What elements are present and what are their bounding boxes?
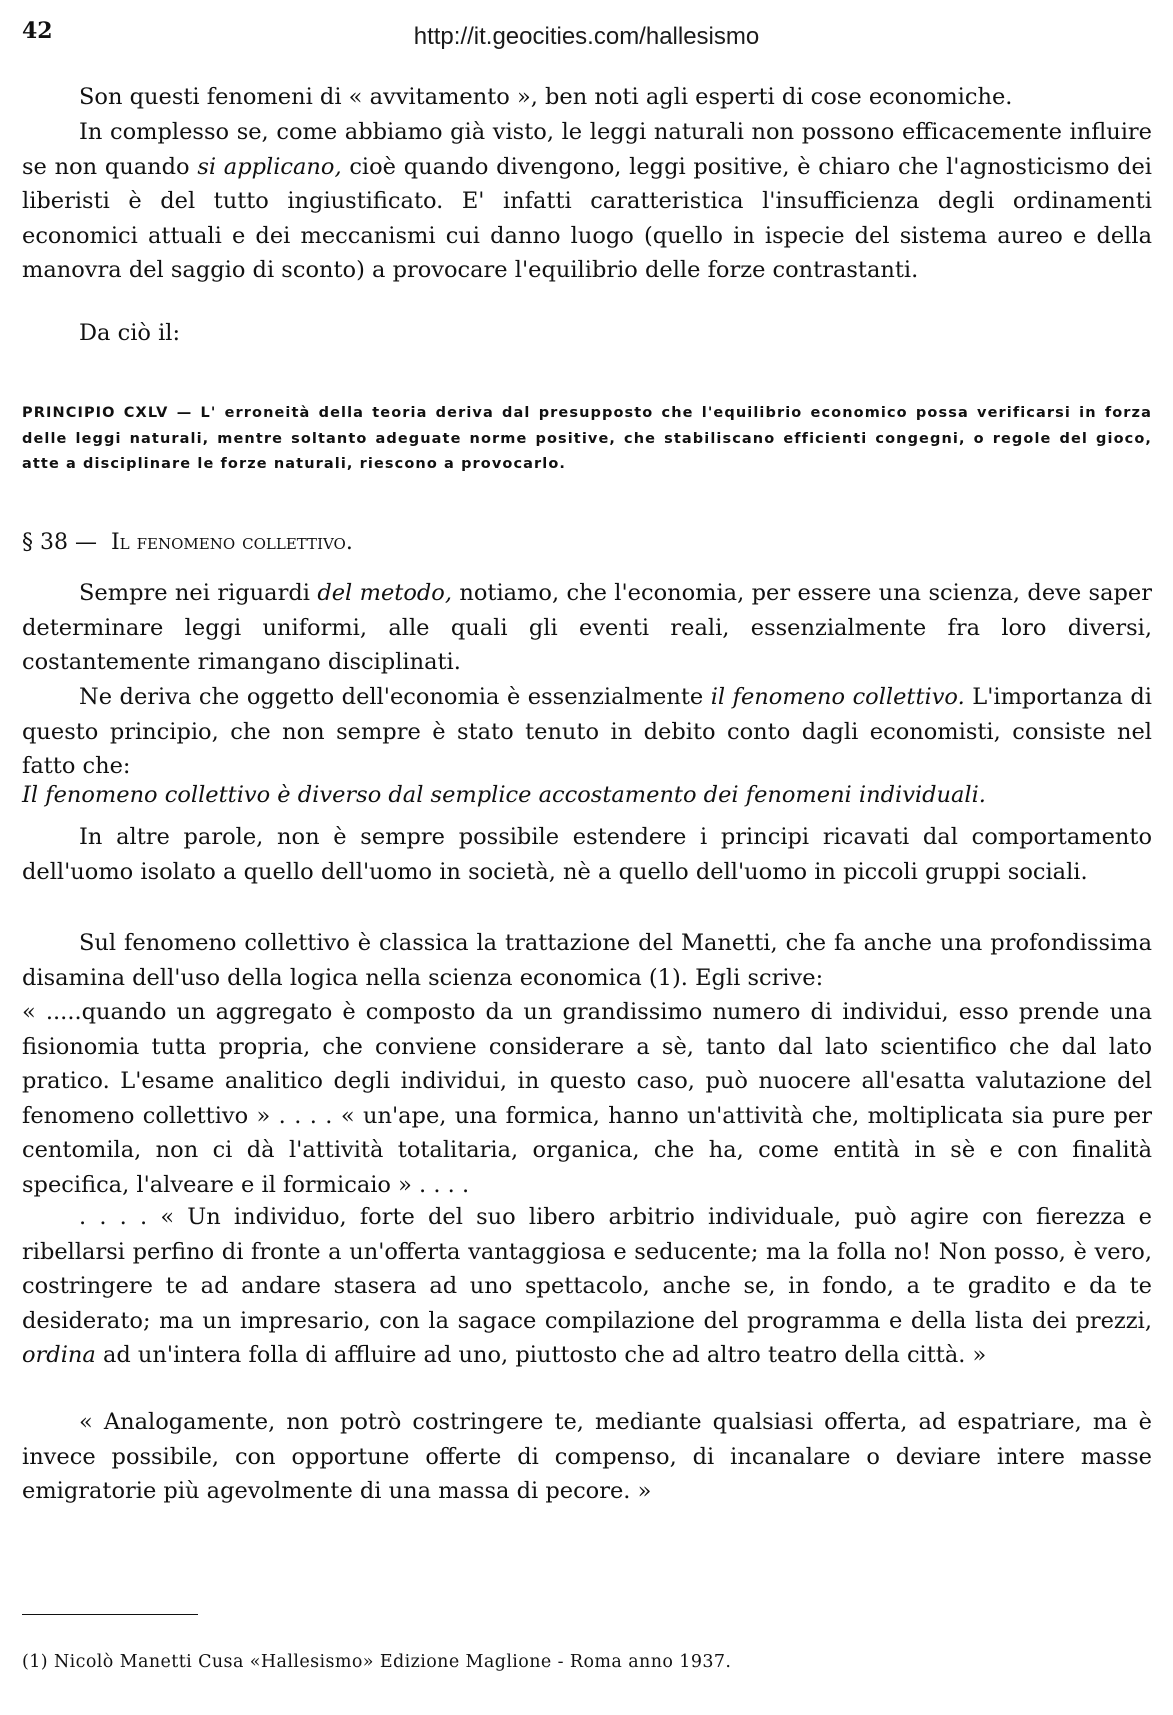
section-paragraph-1-text: Sempre nei riguardi xyxy=(79,580,318,606)
principle-block xyxy=(22,401,1152,478)
paragraph-2 xyxy=(22,115,1152,288)
principle-label: PRINCIPIO CXLV — xyxy=(22,405,193,421)
section-paragraph-5: Sul fenomeno collettivo è classica la trattazione del Manetti, che fa anche una profondissima disamina dell'uso della logica nella scienza economica (1). Egli scrive: xyxy=(22,930,1152,991)
quotation-2-text-cont: ad un'intera folla di affluire ad uno, piuttosto che ad altro teatro della città. » xyxy=(95,1342,987,1368)
page-number: 42 xyxy=(22,18,53,44)
section-paragraph-2 xyxy=(22,680,1152,784)
principle-statement: Il fenomeno collettivo è diverso dal semplice accostamento dei fenomeni individuali. xyxy=(22,782,986,808)
section-heading xyxy=(22,530,353,555)
principle-text: L' erroneità della teoria deriva dal presupposto che l'equilibrio economico possa verificarsi in forza delle leggi naturali, mentre soltanto adeguate norme positive, che stabiliscano efficienti congegni, o regole del gioco, atte a disciplinare le forze naturali, riescono a provocarlo. xyxy=(22,405,1152,472)
section-paragraph-1-text-cont: notiamo, che l'economia, per essere una scienza, deve saper determinare leggi uniformi, alle quali gli eventi reali, essenzialmente fra loro diversi, costantemente rimangano disciplinati. xyxy=(22,580,1152,675)
section-number: § 38 — xyxy=(22,530,97,555)
section-paragraph-1 xyxy=(22,576,1152,680)
paragraph-1: Son questi fenomeni di « avvitamento », ben noti agli esperti di cose economiche. xyxy=(79,84,1013,110)
quotation-2-emphasis: ordina xyxy=(22,1342,96,1368)
section-paragraph-2-emphasis: il fenomeno collettivo. xyxy=(710,684,965,710)
header-url: http://it.geocities.com/hallesismo xyxy=(413,23,760,50)
paragraph-3: Da ciò il: xyxy=(79,320,181,346)
quotation-2-text: . . . . « Un individuo, forte del suo libero arbitrio individuale, può agire con fierezza e ribellarsi perfino di fronte a un'offerta vantaggiosa e seducente; ma la folla no! Non posso, è vero, costringere te ad andare stasera ad uno spettacolo, anche se, in fondo, a te gradito e da te desiderato; ma un impresario, con la sagace compilazione del programma e della lista dei prezzi, xyxy=(22,1204,1152,1334)
footnote-divider xyxy=(22,1614,198,1615)
section-paragraph-2-text: Ne deriva che oggetto dell'economia è essenzialmente xyxy=(79,684,711,710)
quotation-3: « Analogamente, non potrò costringere te, mediante qualsiasi offerta, ad espatriare, ma è invece possibile, con opportune offerte di compenso, di incanalare o deviare intere masse emigratorie più agevolmente di una massa di pecore. » xyxy=(22,1409,1152,1504)
section-paragraph-4: In altre parole, non è sempre possibile estendere i principi ricavati dal comportamento dell'uomo isolato a quello dell'uomo in società, nè a quello dell'uomo in piccoli gruppi sociali. xyxy=(22,824,1152,885)
section-paragraph-2-text-cont: L'importanza di questo principio, che non sempre è stato tenuto in debito conto dagli economisti, consiste nel fatto che: xyxy=(22,684,1152,779)
quotation-1: « .....quando un aggregato è composto da un grandissimo numero di individui, esso prende una fisionomia tutta propria, che conviene considerare a sè, tanto dal lato scientifico che dal lato pratico. L'esame analitico degli individui, in questo caso, può nuocere all'esatta valutazione del fenomeno collettivo » . . . . « un'ape, una formica, hanno un'attività che, moltiplicata sia pure per centomila, non ci dà l'attività totalitaria, organica, che ha, come entità in sè e con finalità specifica, l'alveare e il formicaio » . . . . xyxy=(22,999,1152,1198)
quotation-2 xyxy=(22,1200,1152,1373)
section-paragraph-1-emphasis: del metodo, xyxy=(317,580,452,606)
paragraph-2-text: In complesso se, come abbiamo già visto, le leggi naturali non possono efficacemente influire se non quando xyxy=(22,119,1152,180)
footnote: (1) Nicolò Manetti Cusa «Hallesismo» Edizione Maglione - Roma anno 1937. xyxy=(22,1652,732,1672)
paragraph-2-text-cont: cioè quando divengono, leggi positive, è chiaro che l'agnosticismo dei liberisti è del tutto ingiustificato. E' infatti caratteristica l'insufficienza degli ordinamenti economici attuali e dei meccanismi cui danno luogo (quello in ispecie del sistema aureo e della manovra del saggio di sconto) a provocare l'equilibrio delle forze contrastanti. xyxy=(22,153,1152,283)
paragraph-2-emphasis: si applicano, xyxy=(197,153,342,180)
section-title: Il fenomeno collettivo. xyxy=(110,530,353,555)
